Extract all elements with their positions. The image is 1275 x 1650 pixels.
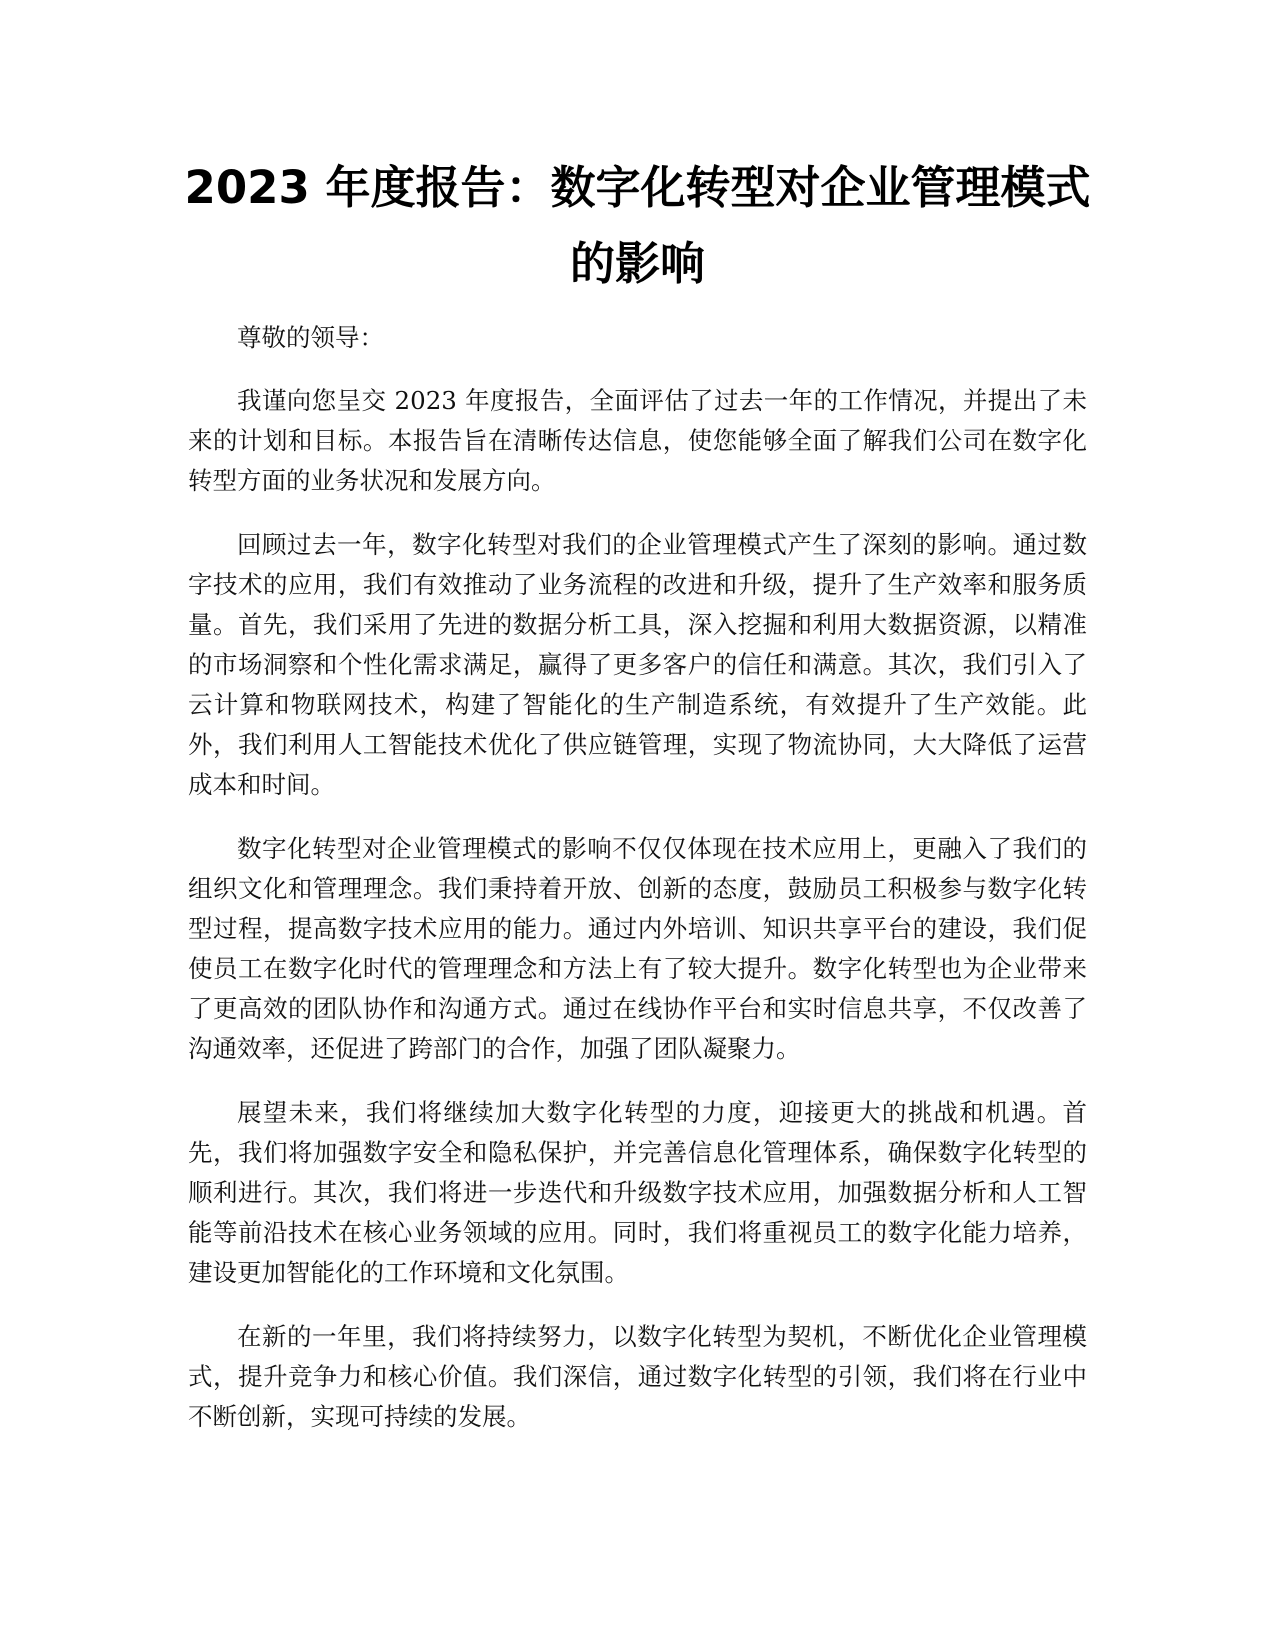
paragraph-closing: 在新的一年里，我们将持续努力，以数字化转型为契机，不断优化企业管理模式，提升竞争力和核心价值。我们深信，通过数字化转型的引领，我们将在行业中不断创新，实现可持续的发展。 [188, 1322, 1087, 1431]
paragraph-culture: 数字化转型对企业管理模式的影响不仅仅体现在技术应用上，更融入了我们的组织文化和管理理念。我们秉持着开放、创新的态度，鼓励员工积极参与数字化转型过程，提高数字技术应用的能力。通过内外培训、知识共享平台的建设，我们促使员工在数字化时代的管理理念和方法上有了较大提升。数字化转型也为企业带来了更高效的团队协作和沟通方式。通过在线协作平台和实时信息共享，不仅改善了沟通效率，还促进了跨部门的合作，加强了团队凝聚力。 [188, 834, 1087, 1063]
paragraph-intro: 我谨向您呈交 2023 年度报告，全面评估了过去一年的工作情况，并提出了未来的计划和目标。本报告旨在清晰传达信息，使您能够全面了解我们公司在数字化转型方面的业务状况和发展方向。 [188, 386, 1087, 495]
paragraph-outlook: 展望未来，我们将继续加大数字化转型的力度，迎接更大的挑战和机遇。首先，我们将加强数字安全和隐私保护，并完善信息化管理体系，确保数字化转型的顺利进行。其次，我们将进一步迭代和升级数字技术应用，加强数据分析和人工智能等前沿技术在核心业务领域的应用。同时，我们将重视员工的数字化能力培养，建设更加智能化的工作环境和文化氛围。 [188, 1098, 1087, 1287]
document-body [188, 318, 1087, 1461]
paragraph-review: 回顾过去一年，数字化转型对我们的企业管理模式产生了深刻的影响。通过数字技术的应用，我们有效推动了业务流程的改进和升级，提升了生产效率和服务质量。首先，我们采用了先进的数据分析工具，深入挖掘和利用大数据资源，以精准的市场洞察和个性化需求满足，赢得了更多客户的信任和满意。其次，我们引入了云计算和物联网技术，构建了智能化的生产制造系统，有效提升了生产效能。此外，我们利用人工智能技术优化了供应链管理，实现了物流协同，大大降低了运营成本和时间。 [188, 530, 1087, 799]
document-title: 2023 年度报告：数字化转型对企业管理模式的影响 [184, 161, 1091, 290]
salutation: 尊敬的领导： [237, 323, 384, 352]
